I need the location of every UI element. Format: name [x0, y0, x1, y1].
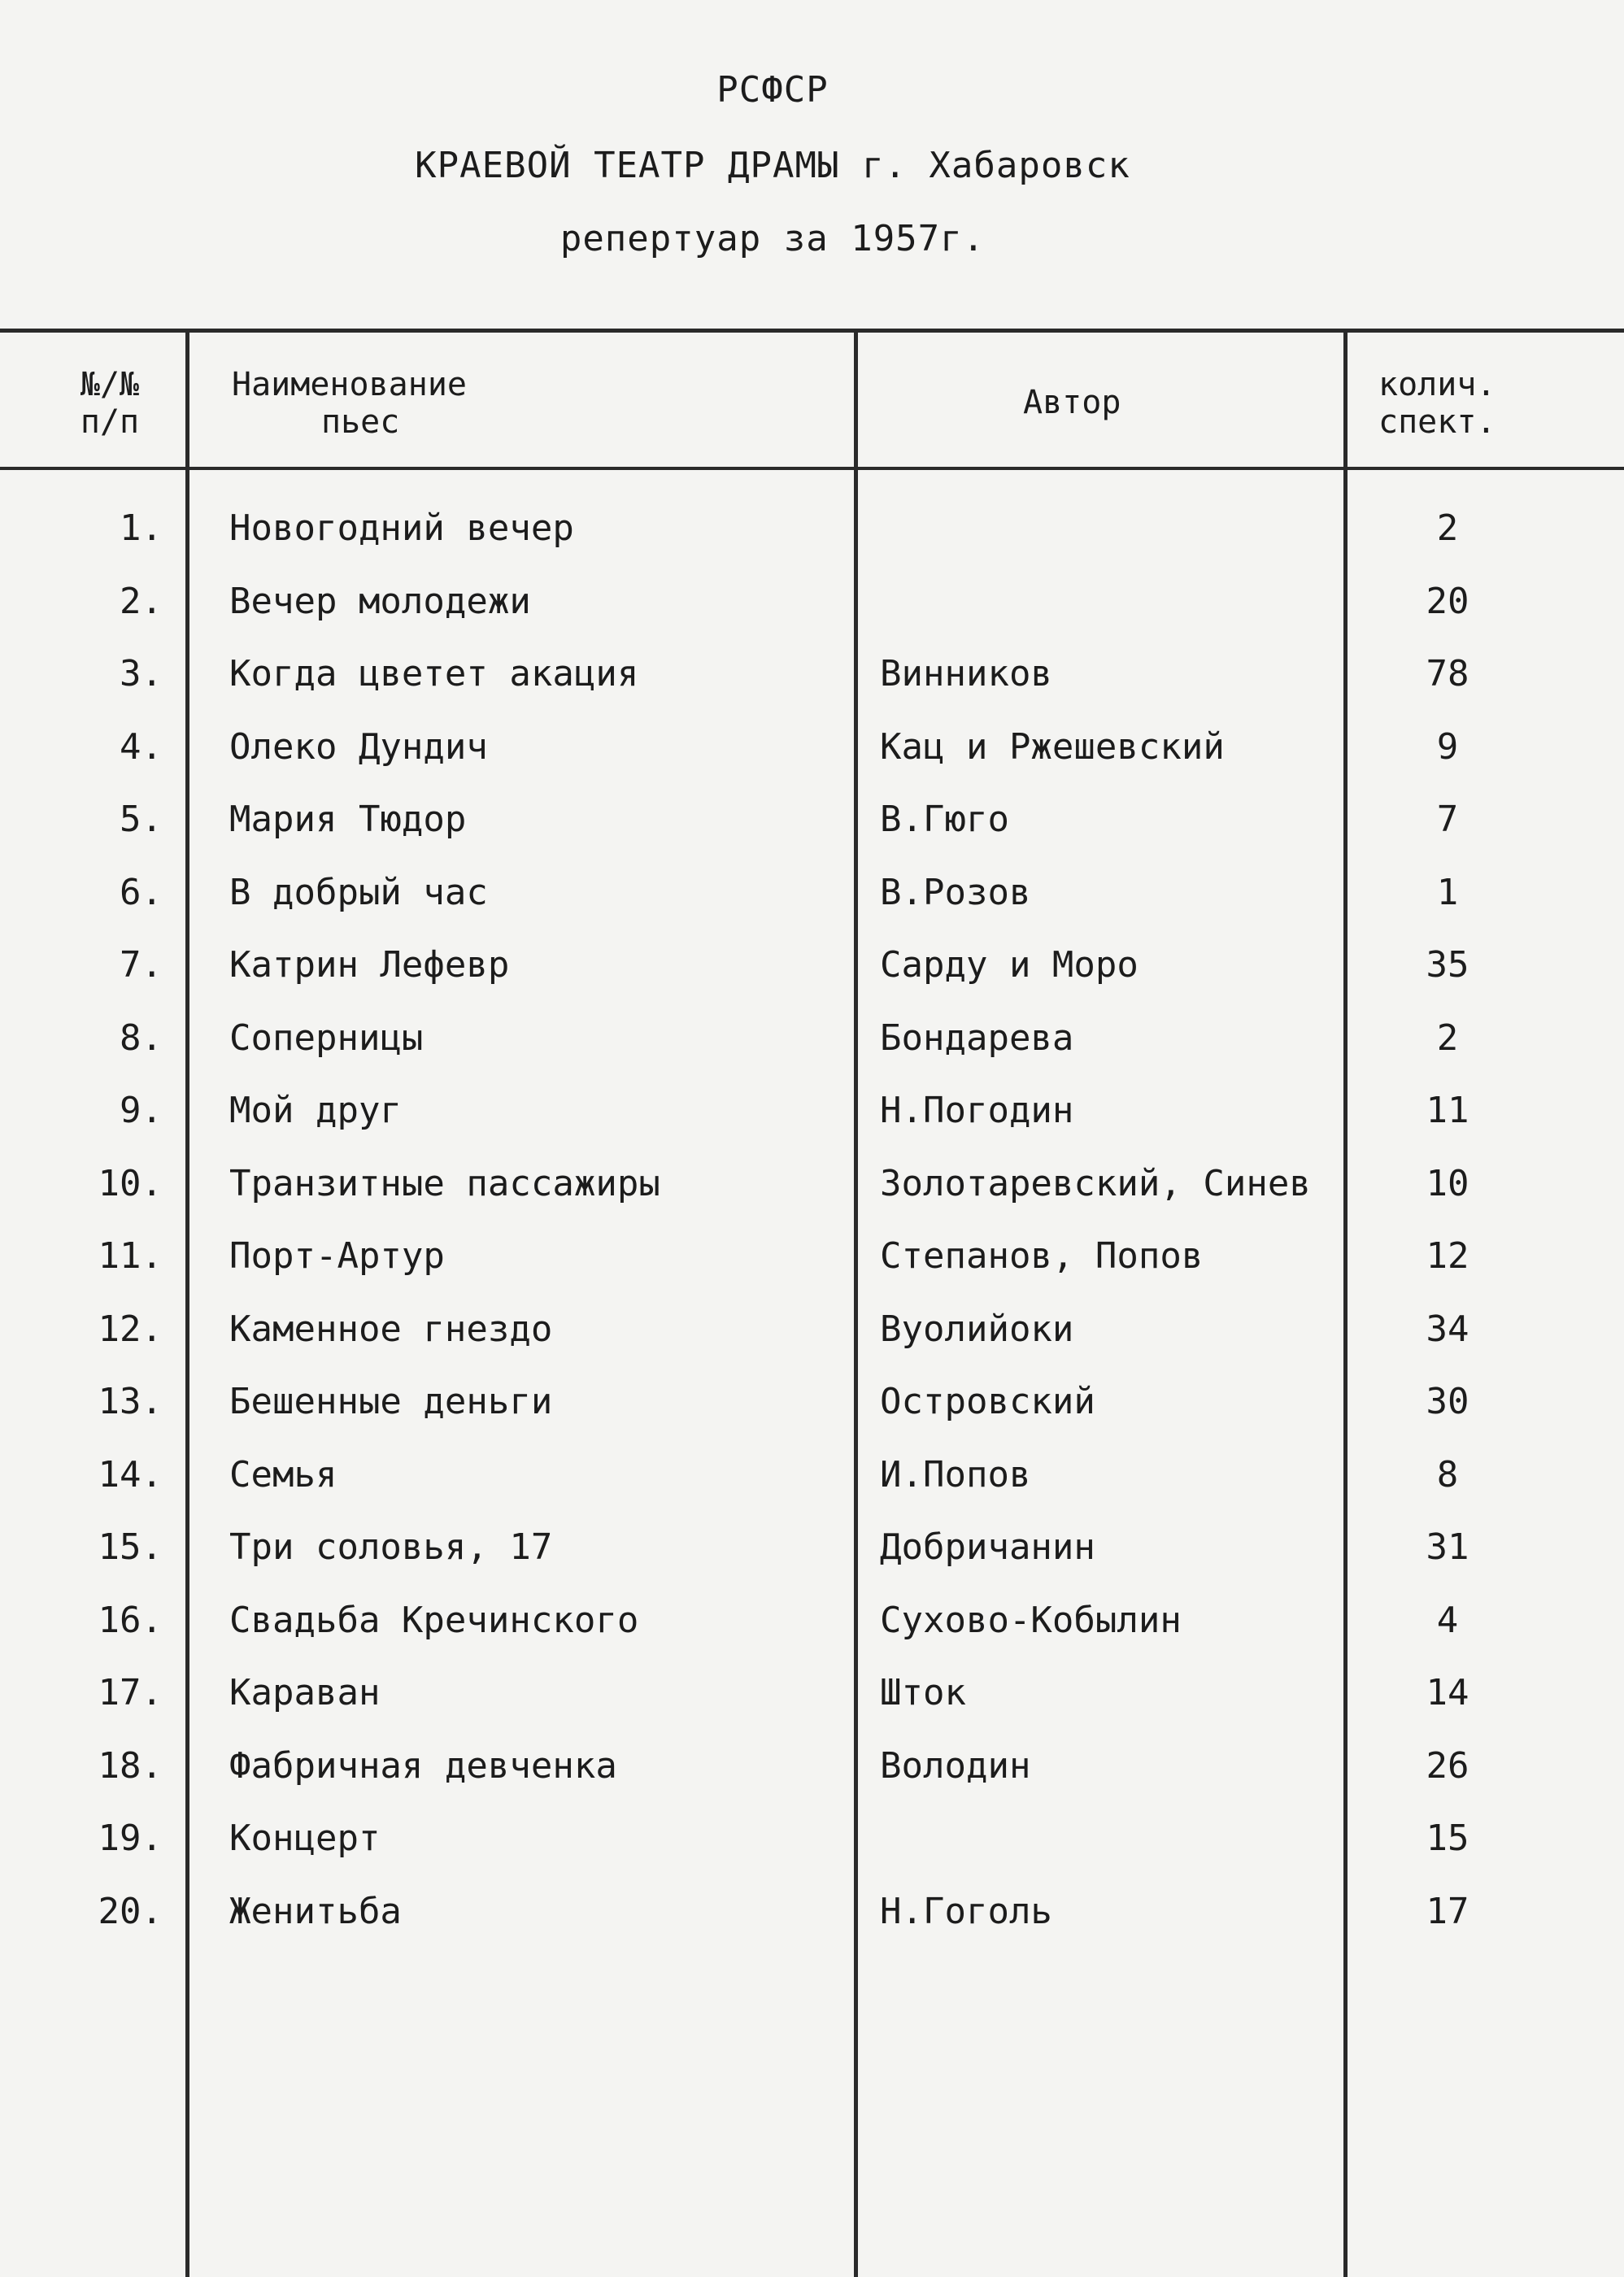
row-count: 9	[1436, 725, 1459, 768]
table-row	[0, 1220, 1624, 1293]
table-row	[0, 565, 1624, 638]
table-row	[0, 1511, 1624, 1584]
header-line-3: репертуар за 1957г.	[559, 218, 986, 259]
row-title: Женитьба	[229, 1890, 402, 1932]
table-row	[0, 1365, 1624, 1439]
column-header-count-line2: спект.	[1378, 403, 1496, 441]
row-number: 18.	[98, 1744, 163, 1787]
row-author: Степанов, Попов	[880, 1235, 1204, 1277]
row-number: 2.	[120, 580, 163, 622]
row-count: 26	[1426, 1744, 1469, 1787]
row-author: Вуолийоки	[880, 1308, 1074, 1350]
row-count: 7	[1436, 799, 1459, 840]
row-title: Транзитные пассажиры	[229, 1162, 660, 1204]
table-header-rule	[0, 467, 1624, 470]
row-number: 11.	[98, 1235, 163, 1277]
row-title: Олеко Дундич	[229, 725, 488, 768]
row-author: Сарду и Моро	[880, 944, 1139, 986]
row-title: Семья	[229, 1453, 337, 1496]
row-count: 31	[1426, 1526, 1469, 1568]
table-row	[0, 929, 1624, 1002]
row-title: Свадьба Кречинского	[229, 1599, 639, 1641]
column-header-title	[232, 366, 467, 441]
row-title: Вечер молодежи	[229, 580, 531, 622]
row-count: 35	[1426, 944, 1469, 986]
row-title: Мой друг	[229, 1090, 402, 1131]
table-row	[0, 1147, 1624, 1221]
row-number: 19.	[98, 1818, 163, 1859]
row-number: 12.	[98, 1308, 163, 1350]
row-count: 11	[1426, 1090, 1469, 1131]
row-count: 8	[1436, 1453, 1459, 1496]
column-header-number	[49, 366, 171, 441]
row-author: В.Гюго	[880, 799, 1009, 840]
row-number: 15.	[98, 1526, 163, 1568]
column-header-author: Автор	[1023, 384, 1121, 421]
row-author: Шток	[880, 1672, 966, 1713]
row-number: 8.	[120, 1017, 163, 1059]
row-author: Винников	[880, 653, 1052, 694]
column-header-number-line2: п/п	[80, 403, 140, 441]
column-header-title-line2: пьес	[321, 403, 400, 441]
row-count: 12	[1426, 1235, 1469, 1277]
row-author: Островский	[880, 1381, 1095, 1422]
row-author: Н.Гоголь	[880, 1890, 1052, 1932]
table-row	[0, 1439, 1624, 1512]
row-author: Золотаревский, Синев	[880, 1162, 1311, 1204]
row-author: В.Розов	[880, 871, 1031, 913]
row-title: Три соловья, 17	[229, 1526, 553, 1568]
column-header-number-line1: №/№	[80, 366, 140, 403]
row-author: Кац и Ржешевский	[880, 725, 1225, 768]
table-row	[0, 1875, 1624, 1948]
repertoire-table-body	[0, 492, 1624, 1948]
row-number: 10.	[98, 1162, 163, 1204]
row-count: 78	[1426, 653, 1469, 694]
row-count: 1	[1436, 871, 1459, 913]
row-number: 16.	[98, 1599, 163, 1641]
table-row	[0, 856, 1624, 930]
row-number: 9.	[120, 1090, 163, 1131]
table-row	[0, 1002, 1624, 1075]
row-title: Концерт	[229, 1818, 381, 1859]
column-header-count-line1: колич.	[1378, 366, 1496, 403]
row-title: Соперницы	[229, 1017, 424, 1059]
row-number: 5.	[120, 799, 163, 840]
row-title: Каменное гнездо	[229, 1308, 553, 1350]
table-row	[0, 1657, 1624, 1730]
row-count: 2	[1436, 507, 1459, 549]
row-author: И.Попов	[880, 1453, 1031, 1496]
table-row	[0, 1730, 1624, 1803]
row-number: 3.	[120, 653, 163, 694]
table-row	[0, 492, 1624, 565]
row-count: 15	[1426, 1818, 1469, 1859]
row-title: Бешенные деньги	[229, 1381, 553, 1422]
table-row	[0, 1584, 1624, 1657]
row-author: Н.Погодин	[880, 1090, 1074, 1131]
row-count: 17	[1426, 1890, 1469, 1932]
row-count: 20	[1426, 580, 1469, 622]
column-header-title-line1: Наименование	[232, 366, 467, 403]
row-title: Новогодний вечер	[229, 507, 574, 549]
row-title: В добрый час	[229, 871, 488, 913]
row-title: Мария Тюдор	[229, 799, 467, 840]
row-number: 13.	[98, 1381, 163, 1422]
table-top-rule	[0, 329, 1624, 333]
row-count: 30	[1426, 1381, 1469, 1422]
row-number: 4.	[120, 725, 163, 768]
row-title: Катрин Лефевр	[229, 944, 510, 986]
row-title: Караван	[229, 1672, 381, 1713]
row-author: Добричанин	[880, 1526, 1095, 1568]
row-title: Когда цветет акация	[229, 653, 639, 694]
header-line-2: КРАЕВОЙ ТЕАТР ДРАМЫ г. Хабаровск	[415, 145, 1130, 186]
row-title: Фабричная девченка	[229, 1744, 617, 1787]
row-count: 10	[1426, 1162, 1469, 1204]
row-number: 7.	[120, 944, 163, 986]
header-line-1: РСФСР	[716, 69, 829, 111]
row-number: 17.	[98, 1672, 163, 1713]
table-row	[0, 1074, 1624, 1147]
row-count: 34	[1426, 1308, 1469, 1350]
row-author: Володин	[880, 1744, 1031, 1787]
row-number: 14.	[98, 1453, 163, 1496]
row-count: 14	[1426, 1672, 1469, 1713]
column-header-count	[1378, 366, 1496, 441]
row-count: 2	[1436, 1017, 1459, 1059]
row-number: 1.	[120, 507, 163, 549]
table-row	[0, 1293, 1624, 1366]
table-row	[0, 1802, 1624, 1875]
row-number: 20.	[98, 1890, 163, 1932]
row-author: Бондарева	[880, 1017, 1074, 1059]
table-row	[0, 711, 1624, 784]
row-count: 4	[1436, 1599, 1459, 1641]
row-author: Сухово-Кобылин	[880, 1599, 1182, 1641]
row-number: 6.	[120, 871, 163, 913]
table-row	[0, 638, 1624, 711]
table-row	[0, 783, 1624, 856]
row-title: Порт-Артур	[229, 1235, 445, 1277]
